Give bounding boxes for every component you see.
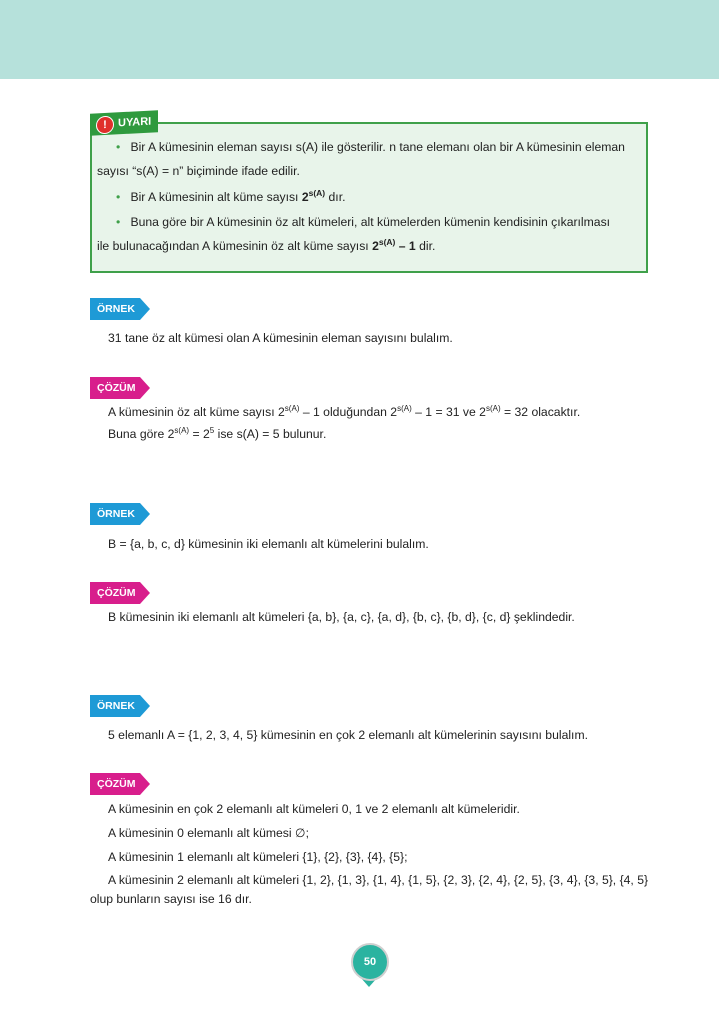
warning-bullet-1-cont: sayısı “s(A) = n” biçiminde ifade edilir.: [97, 164, 300, 178]
text: Buna göre 2: [108, 427, 175, 441]
solution-2-text: B kümesinin iki elemanlı alt kümeleri {a, b}, {a, c}, {a, d}, {b, c}, {b, d}, {c, d} şeklindedir.: [108, 610, 575, 624]
solution-3-line: A kümesinin 2 elemanlı alt kümeleri {1, 2}, {1, 3}, {1, 4}, {1, 5}, {2, 3}, {2, 4}, {2, 5}, {3, 4}, {3, 5}, {4, 5}: [108, 873, 649, 887]
superscript: s(A): [485, 404, 501, 413]
page-number: 50: [351, 943, 389, 981]
solution-1-line-1: [108, 405, 580, 419]
solution-3-line: olup bunların sayısı ise 16 dır.: [90, 892, 252, 906]
header-band: [0, 0, 719, 79]
text: 2: [372, 239, 379, 253]
text: 2: [301, 190, 309, 204]
text: – 1 = 31 ve 2: [411, 405, 486, 419]
example-1-question: 31 tane öz alt kümesi olan A kümesinin eleman sayısını bulalım.: [108, 331, 453, 345]
superscript: s(A): [174, 426, 190, 435]
superscript: s(A): [308, 188, 326, 198]
superscript: s(A): [378, 237, 396, 247]
warning-bullet-1: • Bir A kümesinin eleman sayısı s(A) ile gösterilir. n tane elemanı olan bir A kümesinin eleman: [116, 140, 625, 154]
example-badge: ÖRNEK: [90, 298, 140, 320]
text: dir.: [415, 239, 436, 253]
solution-3-line: A kümesinin en çok 2 elemanlı alt kümeleri 0, 1 ve 2 elemanlı alt kümeleridir.: [108, 802, 520, 816]
solution-3-line: A kümesinin 0 elemanlı alt kümesi ∅;: [108, 826, 309, 840]
example-3-question: 5 elemanlı A = {1, 2, 3, 4, 5} kümesinin en çok 2 elemanlı alt kümelerinin sayısını bulalım.: [108, 728, 588, 742]
text: Bir A kümesinin alt küme sayısı: [130, 190, 302, 204]
solution-1-line-2: [108, 427, 326, 441]
text: ile bulunacağından A kümesinin öz alt küme sayısı: [97, 239, 373, 253]
text: – 1: [395, 239, 416, 253]
warning-label: UYARI: [118, 115, 152, 130]
example-badge: ÖRNEK: [90, 695, 140, 717]
text: – 1 olduğundan 2: [299, 405, 398, 419]
example-2-question: B = {a, b, c, d} kümesinin iki elemanlı alt kümelerini bulalım.: [108, 537, 429, 551]
warning-bullet-3: • Buna göre bir A kümesinin öz alt kümeleri, alt kümelerden kümenin kendisinin çıkarılması: [116, 215, 611, 229]
exclamation-icon: !: [96, 116, 114, 135]
text: = 2: [189, 427, 210, 441]
text: = 32 olacaktır.: [500, 405, 581, 419]
solution-3-line: A kümesinin 1 elemanlı alt kümeleri {1}, {2}, {3}, {4}, {5};: [108, 850, 408, 864]
solution-badge: ÇÖZÜM: [90, 582, 140, 604]
superscript: s(A): [397, 404, 412, 413]
superscript: s(A): [284, 404, 300, 413]
warning-tag: [90, 110, 158, 136]
warning-bullet-3-cont: [97, 239, 435, 253]
text: Buna göre bir A kümesinin öz alt kümeleri, alt kümelerden kümenin kendisinin çıkarılması: [130, 215, 611, 229]
text: dır.: [325, 190, 346, 204]
solution-badge: ÇÖZÜM: [90, 773, 140, 795]
solution-badge: ÇÖZÜM: [90, 377, 140, 399]
superscript: 5: [209, 426, 215, 435]
text: A kümesinin öz alt küme sayısı 2: [108, 405, 285, 419]
example-badge: ÖRNEK: [90, 503, 140, 525]
text: Bir A kümesinin eleman sayısı s(A) ile gösterilir. n tane elemanı olan bir A kümesinin eleman: [130, 140, 625, 154]
text: ise s(A) = 5 bulunur.: [214, 427, 327, 441]
warning-bullet-2: • Bir A kümesinin alt küme sayısı $2^{s(A)}$ dır.: [116, 188, 346, 204]
